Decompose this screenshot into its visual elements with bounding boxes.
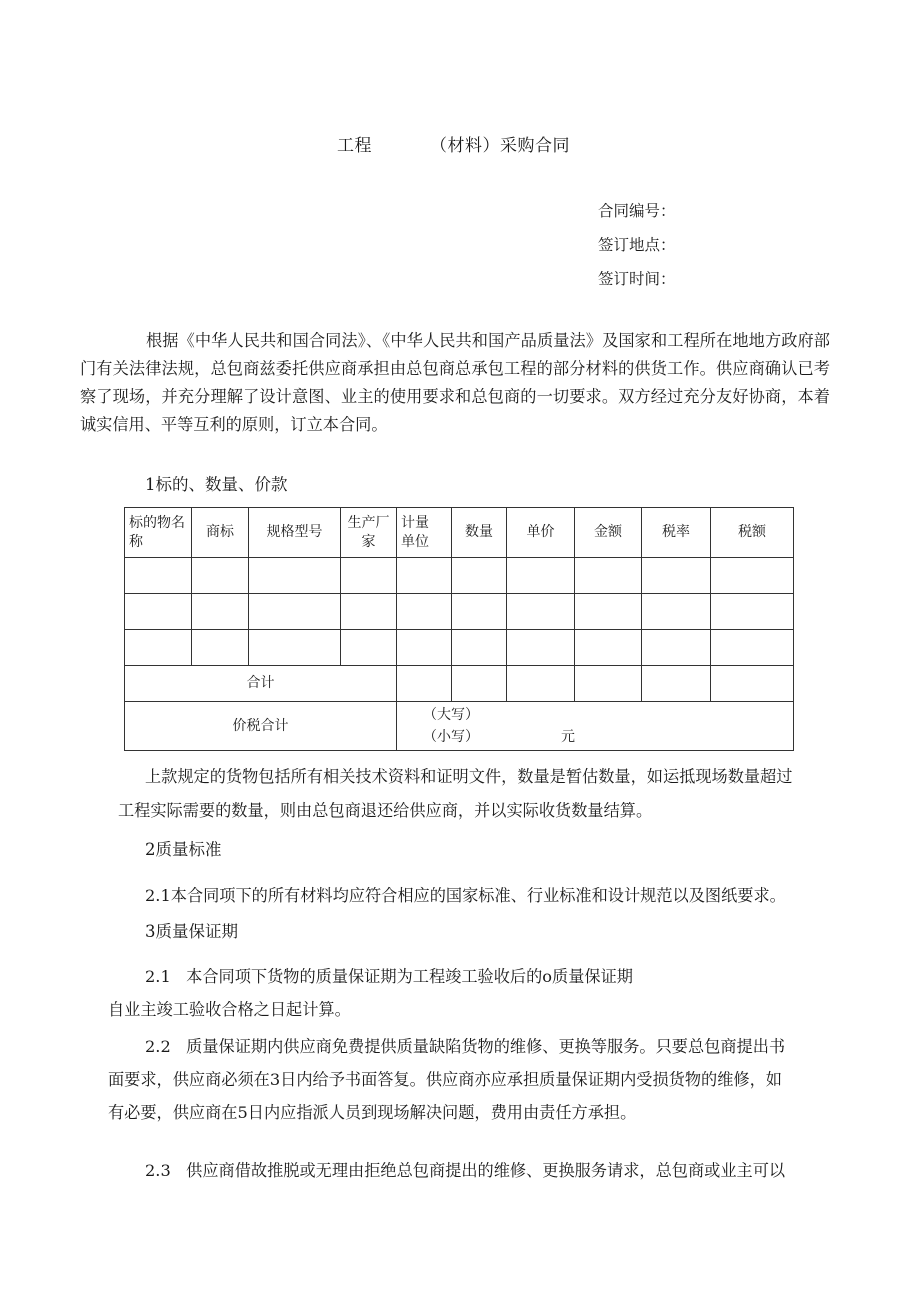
table-cell[interactable] [452,666,507,702]
tax-total-values[interactable] [397,702,794,751]
table-cell[interactable] [192,558,249,594]
sign-place-label: 签订地点： [598,236,676,254]
table-cell[interactable] [341,630,397,666]
header-cell: 商标 [192,508,249,558]
table-cell[interactable] [192,630,249,666]
table-cell[interactable] [452,558,507,594]
section2-heading: 2质量标准 [145,840,222,859]
table-cell[interactable] [575,594,642,630]
table-cell[interactable] [125,630,192,666]
header-cell: 标的物名称 [125,508,192,558]
table-cell[interactable] [507,630,575,666]
table-cell[interactable] [249,594,341,630]
tax-total-row [125,702,794,751]
title-project: 工程 [337,136,372,156]
header-cell: 单价 [507,508,575,558]
header-cell: 生产厂家 [341,508,397,558]
intro-paragraph: 根据《中华人民共和国合同法》、《中华人民共和国产品质量法》及国家和工程所在地地方政府部门有关法律法规，总包商兹委托供应商承担由总包商总承包工程的部分材料的供货工作。供应商确认已考察了现场，并充分理解了设计意图、业主的使用要求和总包商的一切要求。双方经过充分友好协商，本着诚实信用、平等互利的原则，订立本合同。 [80,331,830,434]
title-contract: （材料）采购合同 [430,136,570,156]
goods-table [124,507,794,751]
table-cell[interactable] [192,594,249,630]
uppercase-amount: （大写） [423,707,479,723]
header-cell: 金额 [575,508,642,558]
lowercase-amount: （小写） 元 [423,729,575,745]
note-line-2: 工程实际需要的数量，则由总包商退还给供应商，并以实际收货数量结算。 [118,801,653,820]
table-cell[interactable] [397,666,452,702]
header-cell: 数量 [452,508,507,558]
table-cell[interactable] [249,630,341,666]
section3-clause-1-line-1: 2.1 本合同项下货物的质量保证期为工程竣工验收后的o质量保证期 [145,967,633,986]
table-cell[interactable] [711,594,794,630]
table-cell[interactable] [341,558,397,594]
table-cell[interactable] [397,594,452,630]
section1-heading: 1标的、数量、价款 [145,475,288,494]
table-row [125,630,794,666]
table-cell[interactable] [575,558,642,594]
table-cell[interactable] [452,630,507,666]
section3-clause-1-line-2: 自业主竣工验收合格之日起计算。 [108,1000,351,1019]
section3-heading: 3质量保证期 [145,922,238,941]
table-cell[interactable] [507,666,575,702]
section3-clause-2-line-3: 有必要，供应商在5日内应指派人员到现场解决问题，费用由责任方承担。 [108,1103,637,1122]
section3-clause-3-line-1: 2.3 供应商借故推脱或无理由拒绝总包商提出的维修、更换服务请求，总包商或业主可以 [145,1161,786,1180]
table-cell[interactable] [341,594,397,630]
table-cell[interactable] [642,630,711,666]
table-cell[interactable] [642,594,711,630]
table-cell[interactable] [452,594,507,630]
table-row [125,594,794,630]
table-cell[interactable] [397,630,452,666]
table-cell[interactable] [642,558,711,594]
table-cell[interactable] [575,666,642,702]
table-cell[interactable] [125,558,192,594]
header-cell: 规格型号 [249,508,341,558]
header-cell: 税额 [711,508,794,558]
note-line-1: 上款规定的货物包括所有相关技术资料和证明文件，数量是暂估数量，如运抵现场数量超过 [145,767,793,786]
tax-total-label: 价税合计 [125,702,397,751]
table-cell[interactable] [125,594,192,630]
section3-clause-2-line-2: 面要求，供应商必须在3日内给予书面答复。供应商亦应承担质量保证期内受损货物的维修，如 [108,1070,782,1089]
section2-clause-1: 2.1本合同项下的所有材料均应符合相应的国家标准、行业标准和设计规范以及图纸要求。 [145,886,786,905]
currency-unit: 元 [561,729,575,745]
table-cell[interactable] [711,630,794,666]
subtotal-row [125,666,794,702]
table-cell[interactable] [711,666,794,702]
table-cell[interactable] [642,666,711,702]
header-cell: 税率 [642,508,711,558]
contract-number-label: 合同编号： [598,202,676,220]
header-cell: 计量单位 [397,508,452,558]
sign-time-label: 签订时间： [598,270,676,288]
table-cell[interactable] [507,558,575,594]
section3-clause-2-line-1: 2.2 质量保证期内供应商免费提供质量缺陷货物的维修、更换等服务。只要总包商提出书 [145,1037,786,1056]
table-row [125,558,794,594]
table-cell[interactable] [397,558,452,594]
subtotal-label: 合计 [125,666,397,702]
table-cell[interactable] [507,594,575,630]
table-header-row [125,508,794,558]
table-cell[interactable] [575,630,642,666]
table-cell[interactable] [249,558,341,594]
table-cell[interactable] [711,558,794,594]
